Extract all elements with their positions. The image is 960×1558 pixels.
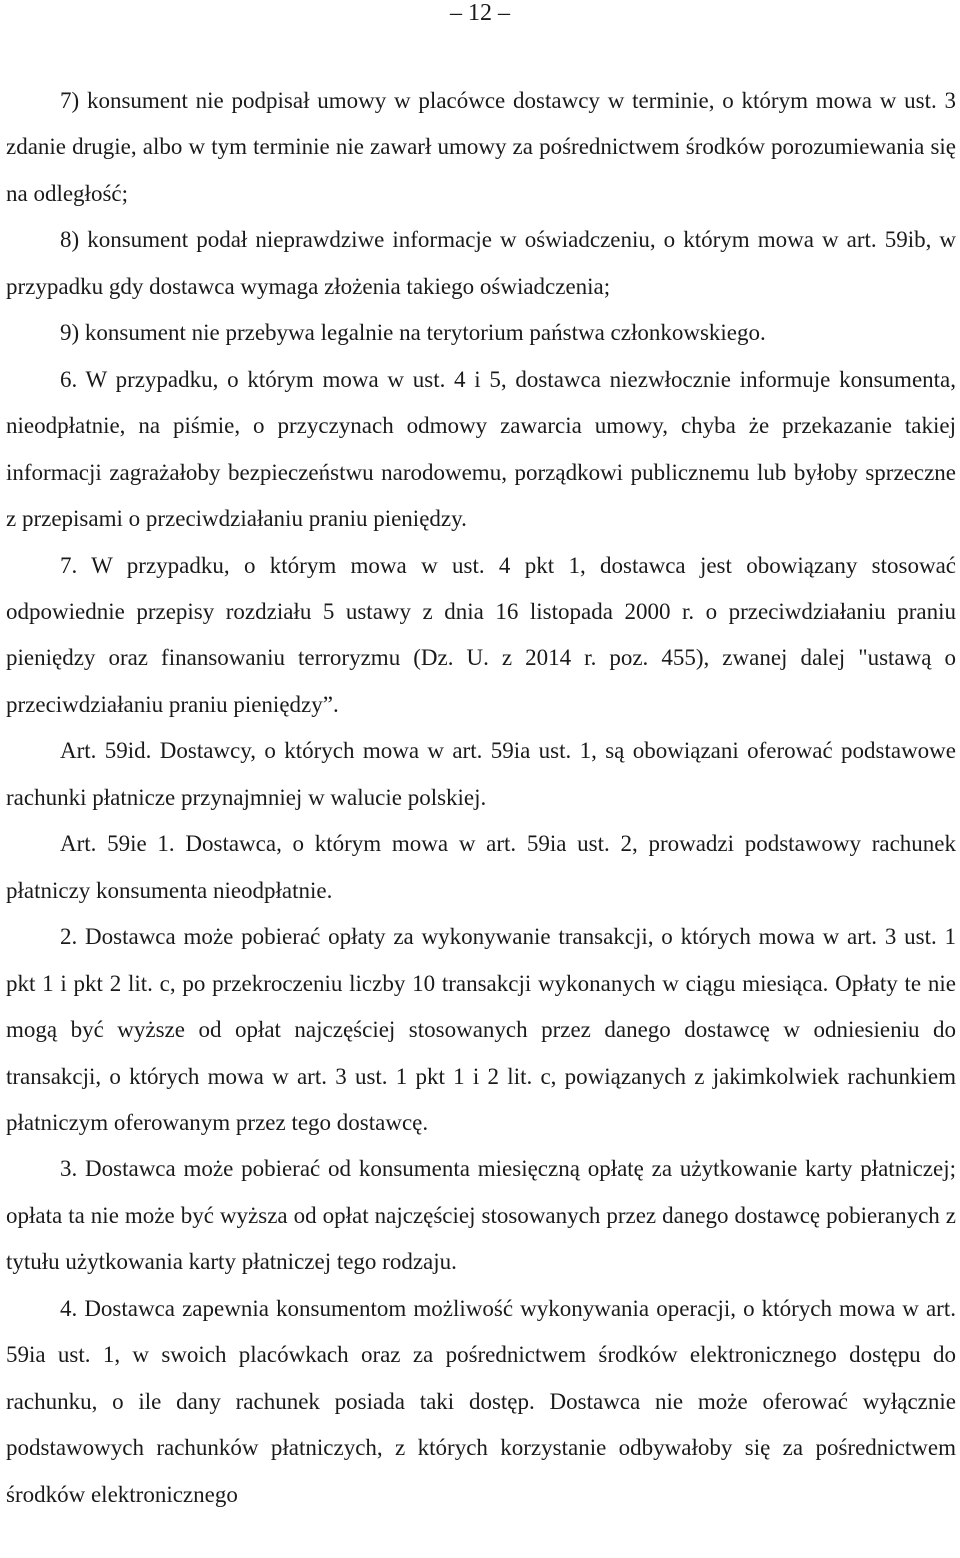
paragraph-art-59ie-1: Art. 59ie 1. Dostawca, o którym mowa w art. 59ia ust. 2, prowadzi podstawowy rachunek płatniczy konsumenta nieodpłatnie. <box>6 831 956 903</box>
paragraph-ust-7: 7. W przypadku, o którym mowa w ust. 4 pkt 1, dostawca jest obowiązany stosować odpowiednie przepisy rozdziału 5 ustawy z dnia 16 listopada 2000 r. o przeciwdziałaniu praniu pieniędzy oraz finansowaniu terroryzmu (Dz. U. z 2014 r. poz. 455), zwanej dalej "ustawą o przeciwdziałaniu praniu pieniędzy”. <box>6 552 956 717</box>
paragraph-art-59ie-3: 3. Dostawca może pobierać od konsumenta miesięczną opłatę za użytkowanie karty płatniczej; opłata ta nie może być wyższa od opłat najczęściej stosowanych przez danego dostawcę pobieranych z tytułu użytkowania karty płatniczej tego rodzaju. <box>6 1156 956 1275</box>
paragraph-art-59id: Art. 59id. Dostawcy, o których mowa w art. 59ia ust. 1, są obowiązani oferować podstawowe rachunki płatnicze przynajmniej w walucie polskiej. <box>6 738 956 810</box>
paragraph-ust-6: 6. W przypadku, o którym mowa w ust. 4 i 5, dostawca niezwłocznie informuje konsumenta, nieodpłatnie, na piśmie, o przyczynach odmowy zawarcia umowy, chyba że przekazanie takiej informacji zagrażałoby bezpieczeństwu narodowemu, porządkowi publicznemu lub byłoby sprzeczne z przepisami o przeciwdziałaniu praniu pieniędzy. <box>6 366 956 532</box>
page-number: – 12 – <box>450 0 510 26</box>
paragraph-item-8: 8) konsument podał nieprawdziwe informacje w oświadczeniu, o którym mowa w art. 59ib, w przypadku gdy dostawca wymaga złożenia takiego oświadczenia; <box>6 227 956 299</box>
paragraph-item-7: 7) konsument nie podpisał umowy w placówce dostawcy w terminie, o którym mowa w ust. 3 zdanie drugie, albo w tym terminie nie zawarł umowy za pośrednictwem środków porozumiewania się na odległość; <box>6 88 956 206</box>
paragraph-item-9: 9) konsument nie przebywa legalnie na terytorium państwa członkowskiego. <box>60 320 766 346</box>
paragraph-art-59ie-4: 4. Dostawca zapewnia konsumentom możliwość wykonywania operacji, o których mowa w art. 59ia ust. 1, w swoich placówkach oraz za pośrednictwem środków elektronicznego dostępu do rachunku, o ile dany rachunek posiada taki dostęp. Dostawca nie może oferować wyłącznie podstawowych rachunków płatniczych, z których korzystanie odbywałoby się za pośrednictwem środków elektronicznego <box>6 1295 956 1507</box>
document-body <box>6 78 956 1518</box>
paragraph-art-59ie-2: 2. Dostawca może pobierać opłaty za wykonywanie transakcji, o których mowa w art. 3 ust. 1 pkt 1 i pkt 2 lit. c, po przekroczeniu liczby 10 transakcji wykonanych w ciągu miesiąca. Opłaty te nie mogą być wyższe od opłat najczęściej stosowanych przez danego dostawcę w odniesieniu do transakcji, o których mowa w art. 3 ust. 1 pkt 1 i 2 lit. c, powiązanych z jakimkolwiek rachunkiem płatniczym oferowanym przez tego dostawcę. <box>6 924 956 1135</box>
